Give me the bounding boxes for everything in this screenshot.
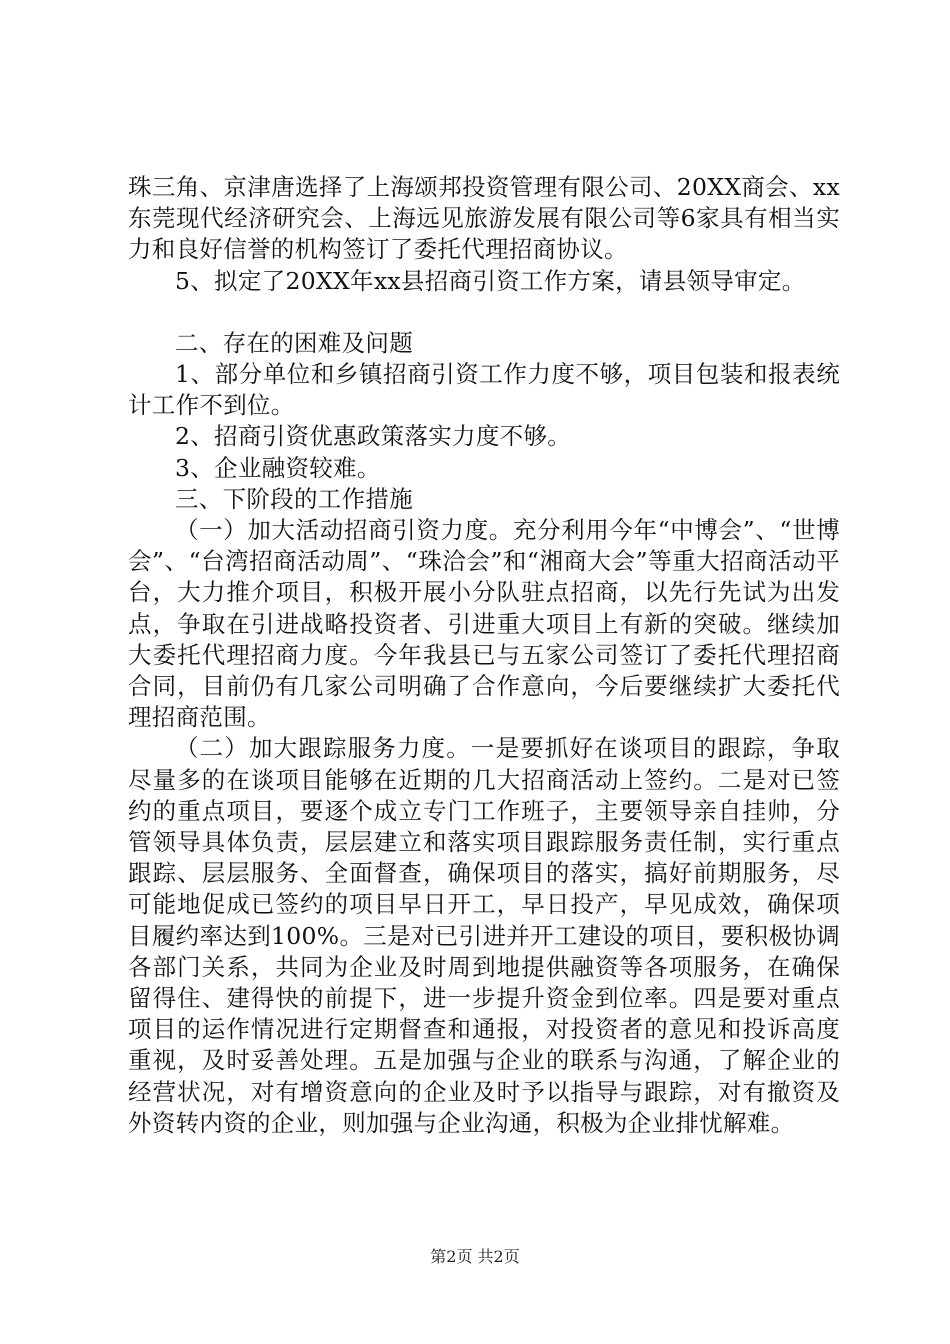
paragraph-item-5: 5、拟定了20XX年xx县招商引资工作方案，请县领导审定。 <box>175 266 806 295</box>
paragraph-continued: 珠三角、京津唐选择了上海颂邦投资管理有限公司、20XX商会、xx东莞现代经济研究会、上海远见旅游发展有限公司等6家具有相当实力和良好信誉的机构签订了委托代理招商协议。 <box>128 173 840 264</box>
paragraph-problem-3: 3、企业融资较难。 <box>175 453 381 482</box>
section-heading-measures: 三、下阶段的工作措施 <box>175 484 413 513</box>
paragraph-problem-2: 2、招商引资优惠政策落实力度不够。 <box>175 422 572 451</box>
page-number-footer: 第2页 共2页 <box>430 1247 520 1266</box>
document-body <box>128 172 840 1139</box>
paragraph-problem-1: 1、部分单位和乡镇招商引资工作力度不够，项目包装和报表统计工作不到位。 <box>128 360 840 420</box>
section-heading-difficulties: 二、存在的困难及问题 <box>175 328 413 357</box>
paragraph-measure-1: （一）加大活动招商引资力度。充分利用今年“中博会”、“世博会”、“台湾招商活动周”、“珠洽会”和“湘商大会”等重大招商活动平台，大力推介项目，积极开展小分队驻点招商，以先行先试为出发点，争取在引进战略投资者、引进重大项目上有新的突破。继续加大委托代理招商力度。今年我县已与五家公司签订了委托代理招商合同，目前仍有几家公司明确了合作意向，今后要继续扩大委托代理招商范围。 <box>128 516 840 732</box>
paragraph-measure-2: （二）加大跟踪服务力度。一是要抓好在谈项目的跟踪，争取尽量多的在谈项目能够在近期的几大招商活动上签约。二是对已签约的重点项目，要逐个成立专门工作班子，主要领导亲自挂帅，分管领导具体负责，层层建立和落实项目跟踪服务责任制，实行重点跟踪、层层服务、全面督查，确保项目的落实，搞好前期服务，尽可能地促成已签约的项目早日开工，早日投产，早见成效，确保项目履约率达到100%。三是对已引进并开工建设的项目，要积极协调各部门关系，共同为企业及时周到地提供融资等各项服务，在确保留得住、建得快的前提下，进一步提升资金到位率。四是要对重点项目的运作情况进行定期督查和通报，对投资者的意见和投诉高度重视，及时妥善处理。五是加强与企业的联系与沟通，了解企业的经营状况，对有增资意向的企业及时予以指导与跟踪，对有撤资及外资转内资的企业，则加强与企业沟通，积极为企业排忧解难。 <box>128 734 840 1137</box>
